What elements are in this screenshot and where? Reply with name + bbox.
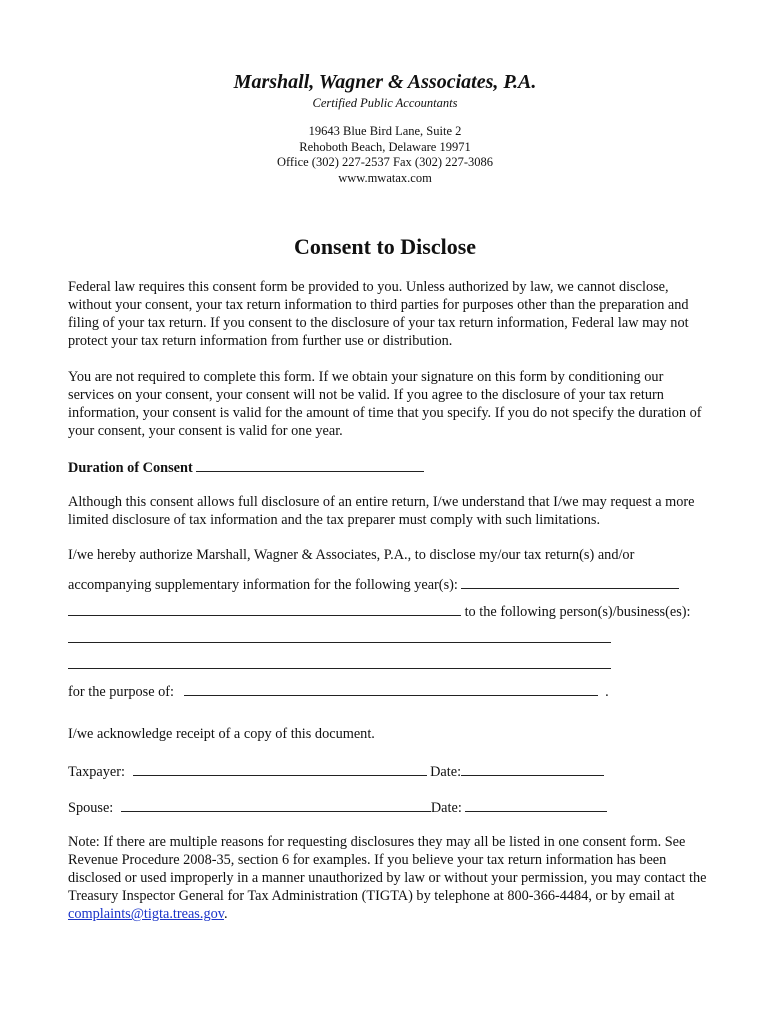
duration-field[interactable] bbox=[196, 457, 424, 472]
years-field[interactable] bbox=[461, 574, 679, 589]
taxpayer-label: Taxpayer: bbox=[68, 764, 125, 780]
duration-row bbox=[68, 457, 424, 477]
purpose-row bbox=[68, 681, 609, 701]
firm-name: Marshall, Wagner & Associates, P.A. bbox=[233, 71, 537, 93]
purpose-field[interactable] bbox=[184, 681, 598, 696]
document-title: Consent to Disclose bbox=[293, 234, 477, 259]
tigta-email-link[interactable]: complaints@tigta.treas.gov bbox=[68, 906, 224, 922]
address-line-1: 19643 Blue Bird Lane, Suite 2 bbox=[308, 124, 462, 138]
spouse-row bbox=[68, 797, 607, 817]
letterhead bbox=[0, 70, 770, 186]
spouse-date-label: Date: bbox=[430, 800, 462, 816]
paragraph-not-required: You are not required to complete this form. If we obtain your signature on this form by conditioning our services on your consent, your consent will not be valid. If you agree to the disclosure of your tax return information, your consent is valid for the amount of time that you specify. If you do not specify the duration of your consent, your consent is valid for one year. bbox=[68, 369, 702, 439]
note-text: Note: If there are multiple reasons for requesting disclosures they may all be listed in one consent form. See Revenue Procedure 2008-35, section 6 for examples. If you believe your tax return information has been disclosed or used improperly in a manner unauthorized by law or without your permission, you may contact the Treasury Inspector General for Tax Administration (TIGTA) by telephone at 800-366-4484, or by email at bbox=[68, 834, 707, 904]
paragraph-limited-disclosure: Although this consent allows full disclosure of an entire return, I/we understand that I/we may request a more limited disclosure of tax information and the tax preparer must comply with such limitations. bbox=[68, 494, 695, 528]
years-label: accompanying supplementary information for the following year(s): bbox=[68, 577, 458, 593]
address-line-2: Rehoboth Beach, Delaware 19971 bbox=[299, 139, 471, 154]
note-end: . bbox=[223, 906, 228, 922]
note-paragraph bbox=[68, 833, 708, 923]
taxpayer-date-label: Date: bbox=[430, 764, 462, 780]
website: www.mwatax.com bbox=[338, 170, 432, 185]
spouse-label: Spouse: bbox=[68, 800, 114, 816]
spouse-signature-field[interactable] bbox=[121, 797, 431, 812]
years-row bbox=[68, 574, 679, 594]
paragraph-authorization: I/we hereby authorize Marshall, Wagner & Associates, P.A., to disclose my/our tax return(s) and/or bbox=[68, 547, 635, 563]
persons-label: to the following person(s)/business(es): bbox=[464, 604, 691, 620]
duration-label: Duration of Consent bbox=[68, 460, 193, 476]
paragraph-federal-law: Federal law requires this consent form be provided to you. Unless authorized by law, we cannot disclose, without your consent, your tax return information to third parties for purposes other than the preparation and filing of your tax return. If you consent to the disclosure of your tax return information, Federal law may not protect your tax return information from further use or distribution. bbox=[68, 279, 689, 349]
persons-field-3[interactable] bbox=[68, 668, 611, 669]
acknowledgement: I/we acknowledge receipt of a copy of this document. bbox=[68, 726, 375, 742]
spouse-date-field[interactable] bbox=[465, 797, 607, 812]
persons-field-2[interactable] bbox=[68, 642, 611, 643]
taxpayer-date-field[interactable] bbox=[461, 761, 604, 776]
firm-address bbox=[0, 124, 770, 186]
firm-tagline: Certified Public Accountants bbox=[312, 96, 458, 110]
purpose-end: . bbox=[605, 684, 609, 700]
persons-field-1[interactable] bbox=[68, 601, 461, 616]
taxpayer-row bbox=[68, 761, 604, 781]
persons-row bbox=[68, 601, 691, 621]
taxpayer-signature-field[interactable] bbox=[133, 761, 427, 776]
phone-line: Office (302) 227-2537 Fax (302) 227-3086 bbox=[276, 155, 494, 169]
purpose-label: for the purpose of: bbox=[68, 684, 175, 700]
